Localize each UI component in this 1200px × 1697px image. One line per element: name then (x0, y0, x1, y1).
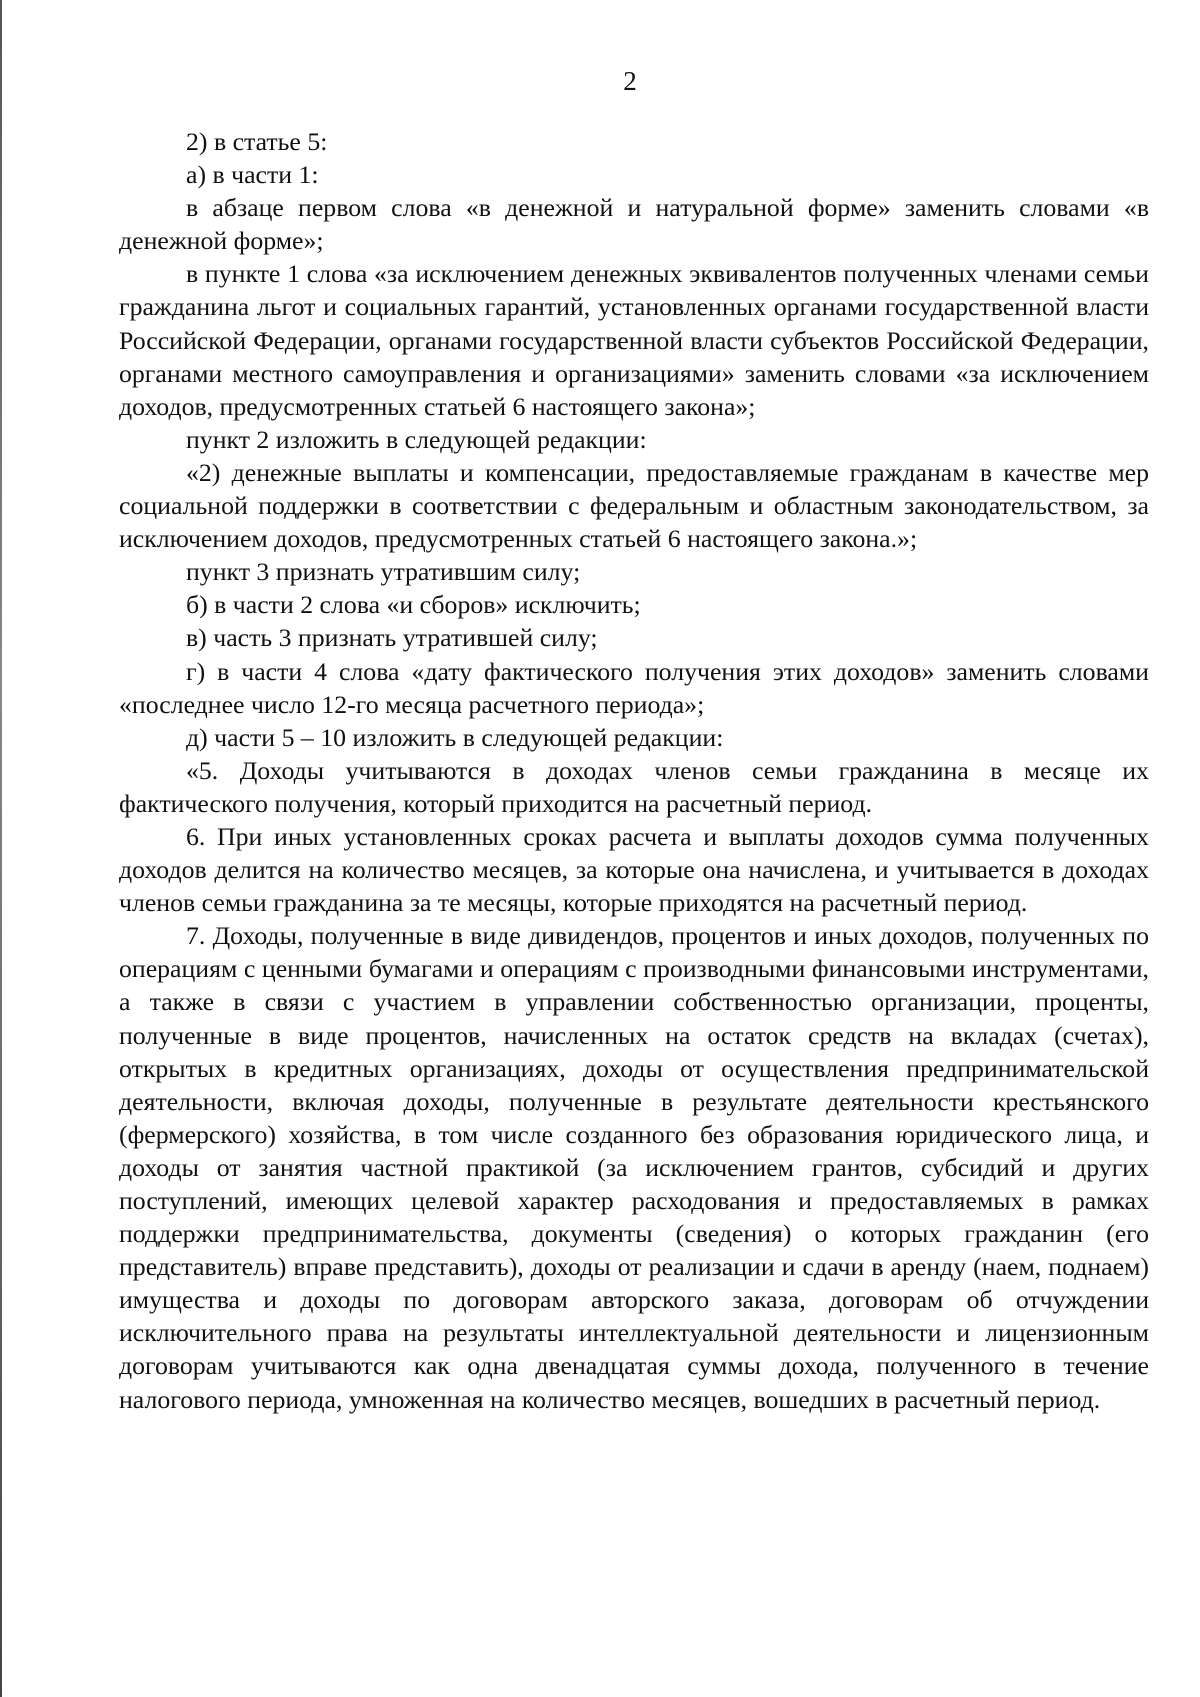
document-body (119, 125, 1149, 1416)
paragraph: пункт 2 изложить в следующей редакции: (186, 424, 647, 454)
paragraph: 2) в статье 5: (186, 127, 328, 156)
scan-edge (0, 0, 2, 1697)
paragraph: «2) денежные выплаты и компенсации, предоставляемые гражданам в качестве мер социальной поддержки в соответствии с федеральным и областным законодательством, за исключением доходов, предусмотренных статьей 6 настоящего закона.»; (119, 457, 1149, 554)
paragraph: г) в части 4 слова «дату фактического получения этих доходов» заменить словами «последнее число 12-го месяца расчетного периода»; (119, 656, 1149, 719)
paragraph: в пункте 1 слова «за исключением денежных эквивалентов полученных членами семьи гражданина льгот и социальных гарантий, установленных органами государственной власти Российской Федерации, органами государственной власти субъектов Российской Федерации, органами местного самоуправления и организациями» заменить словами «за исключением доходов, предусмотренных статьей 6 настоящего закона»; (119, 259, 1149, 421)
paragraph: д) части 5 – 10 изложить в следующей редакции: (186, 722, 724, 752)
paragraph: 7. Доходы, полученные в виде дивидендов, процентов и иных доходов, полученных по операциям с ценными бумагами и операциям с производными финансовыми инструментами, а также в связи с участием в управлении собственностью организации, проценты, полученные в виде процентов, начисленных на остаток средств на вкладах (счетах), открытых в кредитных организациях, доходы от осуществления предпринимательской деятельности, включая доходы, полученные в результате деятельности крестьянского (фермерского) хозяйства, в том числе созданного без образования юридического лица, и доходы от занятия частной практикой (за исключением грантов, субсидий и других поступлений, имеющих целевой характер расходования и предоставляемых в рамках поддержки предпринимательства, документы (сведения) о которых гражданин (его представитель) вправе представить), доходы от реализации и сдачи в аренду (наем, поднаем) имущества и доходы по договорам авторского заказа, договорам об отчуждении исключительного права на результаты интеллектуальной деятельности и лицензионным договорам учитываются как одна двенадцатая суммы дохода, полученного в течение налогового периода, умноженная на количество месяцев, вошедших в расчетный период. (119, 921, 1149, 1414)
paragraph: а) в части 1: (186, 160, 319, 190)
paragraph: б) в части 2 слова «и сборов» исключить; (186, 590, 641, 620)
paragraph: в) часть 3 признать утратившей силу; (186, 623, 598, 653)
paragraph: пункт 3 признать утратившим силу; (186, 557, 581, 587)
page-number: 2 (623, 66, 637, 96)
paragraph: в абзаце первом слова «в денежной и натуральной форме» заменить словами «в денежной форме»; (119, 193, 1149, 256)
paragraph: 6. При иных установленных сроках расчета и выплаты доходов сумма полученных доходов делится на количество месяцев, за которые она начислена, и учитывается в доходах членов семьи гражданина за те месяцы, которые приходятся на расчетный период. (119, 821, 1149, 918)
paragraph: «5. Доходы учитываются в доходах членов семьи гражданина в месяце их фактического получения, который приходится на расчетный период. (119, 755, 1149, 818)
